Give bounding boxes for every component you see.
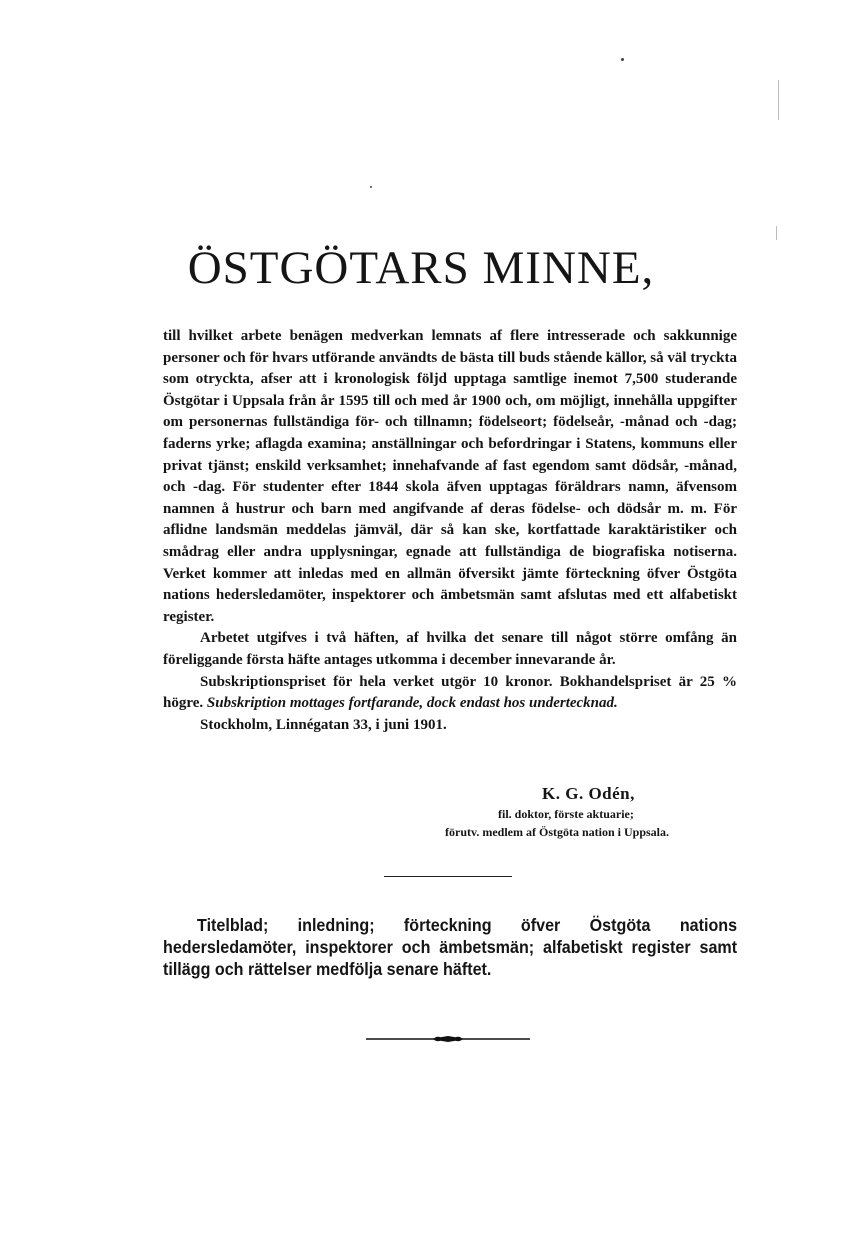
subscription-note: Subskription mottages fortfarande, dock endast hos undertecknad. <box>206 695 618 712</box>
signature-title: fil. doktor, förste aktuarie; <box>498 807 634 821</box>
ornament-divider <box>366 1032 530 1046</box>
divider-rule <box>384 876 512 877</box>
page-edge-mark <box>776 226 777 240</box>
subscription-price-text: Subskriptionspriset för hela verket utgör 10 kronor. Bokhandelspriset är 25 % högre. <box>163 673 737 712</box>
body-text <box>163 326 737 736</box>
signature-affiliation: förutv. medlem af Östgöta nation i Uppsala. <box>445 825 670 839</box>
page-title: ÖSTGÖTARS MINNE, <box>187 242 655 294</box>
notice-text: Titelblad; inledning; förteckning öfver Östgöta nations hedersledamöter, inspektorer och ämbetsmän; alfabetiskt register samt tillägg och rättelser medfölja senare häftet. <box>163 915 738 979</box>
place-date: Stockholm, Linnégatan 33, i juni 1901. <box>200 716 447 733</box>
paragraph-subscription <box>163 672 737 715</box>
paper-speck <box>621 58 624 61</box>
paragraph-main: till hvilket arbete benägen medverkan lemnats af flere intresserade och sakkunnige personer och för hvars utförande användts de bästa till buds stående källor, så väl tryckta som otryckta, afser att i kronologisk följd upptaga samtlige inemot 7,500 studerande Östgötar i Uppsala från år 1595 till och med år 1900 och, om möjligt, innehålla uppgifter om personernas fullständiga för- och tillnamn; födelseort; födelseår, -månad och -dag; faderns yrke; aflagda examina; anställningar och befordringar i Statens, kommuns eller privat tjänst; enskild verksamhet; innehafvande af fast egendom samt dödsår, -månad, och -dag. För studenter efter 1844 skola äfven upptagas föräldrars namn, äfvensom namnen å hustrur och barn med angifvande af deras födelse- och dödsår m. m. För aflidne landsmän meddelas jämväl, där så kan ske, kortfattade karaktäristiker och smådrag eller andra upplysningar, egnade att fullständiga de biografiska notiserna. Verket kommer att inledas med en allmän öfversikt jämte förteckning öfver Östgöta nations hedersledamöter, inspektorer och ämbetsmän samt afslutas med ett alfabetiskt register. <box>163 328 737 625</box>
signature-name: K. G. Odén, <box>542 784 635 803</box>
paragraph-issue: Arbetet utgifves i två häften, af hvilka det senare till något större omfång än föreliggande första häfte antages utkomma i december innevarande år. <box>163 630 737 668</box>
page-edge-mark <box>778 80 779 120</box>
paper-speck <box>370 186 372 188</box>
